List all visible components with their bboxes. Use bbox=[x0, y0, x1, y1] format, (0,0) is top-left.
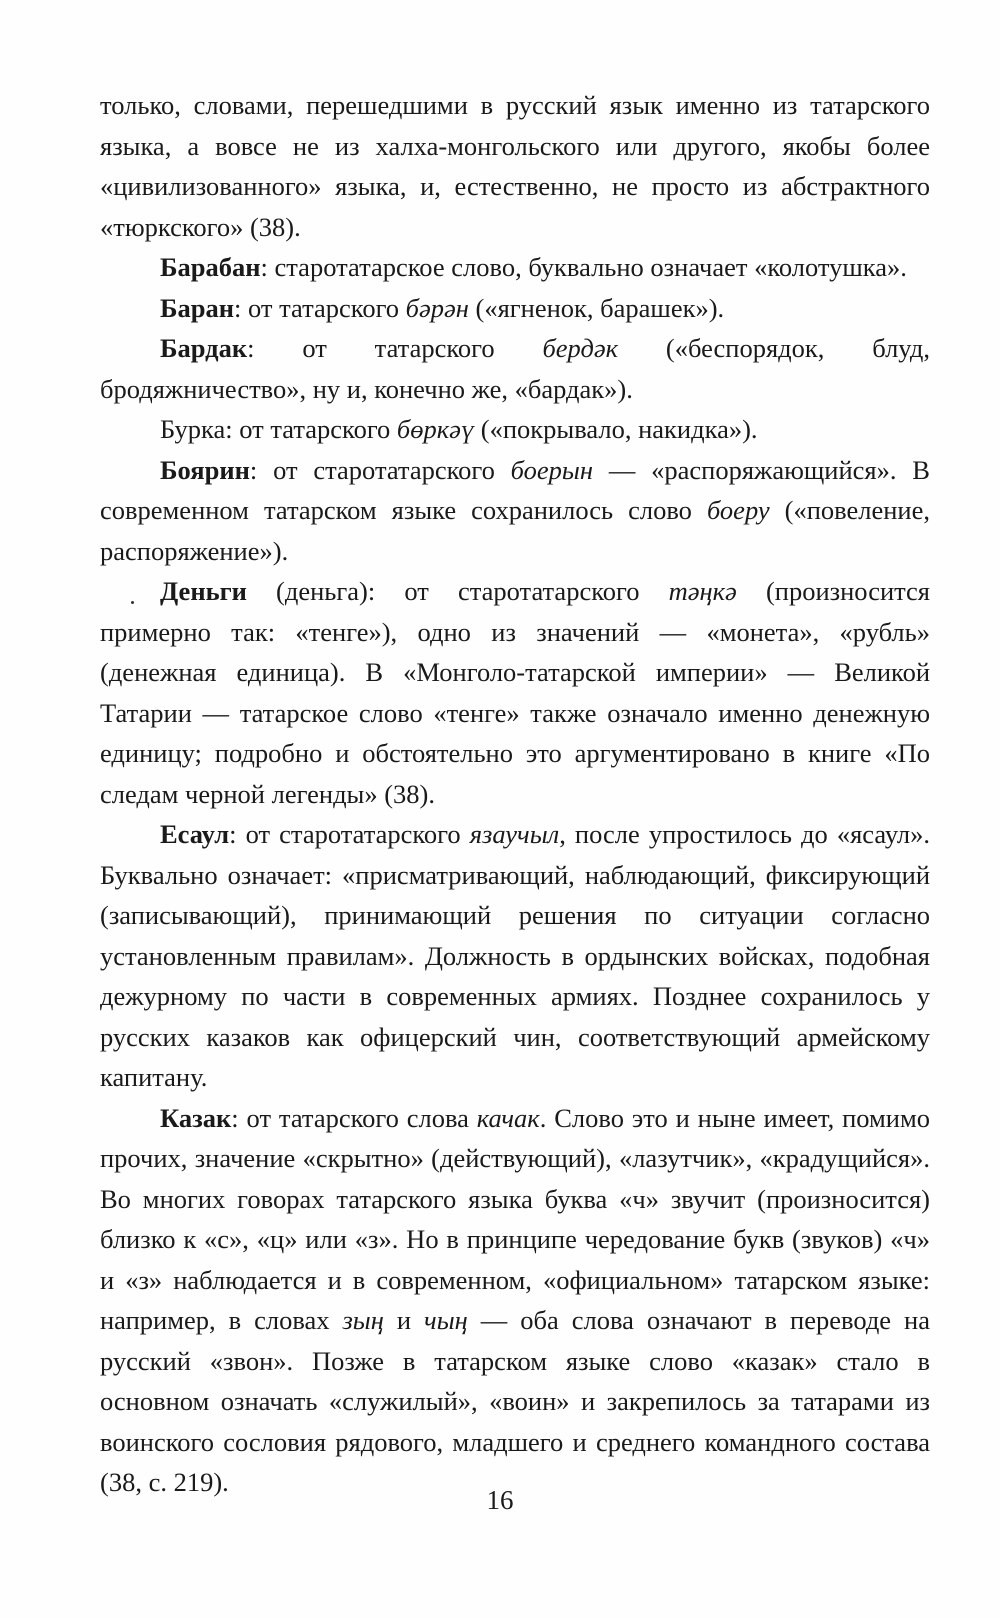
run: только, словами, перешедшими в русский язык именно из татарского языка, а вовсе не из халха-монгольского или другого, якобы более «цивилизованного» языка, и, естественно, не просто из абстрактного «тюркского» (38). bbox=[100, 90, 930, 242]
tatar-word: бәрән bbox=[405, 292, 469, 323]
run: , после упростилось до «ясаул». Буквально означает: «присматривающий, наблюдающий, фиксирующий (записывающий), принимающий решения по ситуации согласно установленным правилам». Должность в ордынских войсках, подобная дежурному по части в современных армиях. Позднее сохранилось у русских казаков как офицерский чин, соответствующий армейскому капитану. bbox=[100, 819, 930, 1092]
run: и bbox=[383, 1305, 425, 1335]
run: — «распоряжающийся». В современном татарском языке сохранилось слово bbox=[100, 454, 930, 525]
entry-headword: Бардак bbox=[160, 333, 248, 363]
tatar-word: язаучыл bbox=[469, 819, 560, 849]
tatar-word: боерын bbox=[510, 454, 593, 485]
tatar-word: бердәк bbox=[542, 333, 619, 363]
run: : старотатарское слово, буквально означает «колотушка». bbox=[260, 252, 907, 282]
run: : от татарского слова bbox=[231, 1102, 477, 1133]
tatar-word: чың bbox=[424, 1305, 468, 1335]
run: (произносится примерно так: «тенге»), одно из значений — «монета», «рубль» (денежная единица). В «Монголо-татарской империи» — Великой Татарии — татарское слово «тенге» также означало именно денежную единицу; подробно и обстоятельно это аргументировано в книге «По следам черной легенды» (38). bbox=[100, 576, 930, 809]
page-number: 16 bbox=[486, 1485, 514, 1515]
run: («ягненок, барашек»). bbox=[468, 292, 725, 323]
tatar-word: тәңкә bbox=[668, 576, 737, 606]
run: : от татарского bbox=[247, 333, 543, 363]
entry-headword: Барабан bbox=[160, 252, 261, 282]
run: («беспорядок, блуд, бродяжничество», ну и, конечно же, «бардак»). bbox=[100, 333, 930, 404]
run: («повеление, распоряжение»). bbox=[100, 495, 930, 566]
run: Бурка: от татарского bbox=[160, 414, 397, 444]
entry-headword: Казак bbox=[160, 1102, 232, 1133]
entry-baraban bbox=[100, 247, 930, 288]
run: — оба слова означают в переводе на русский «звон». Позже в татарском языке слово «казак» стало в основном означать «служилый», «воин» и закрепилось за татарами из воинского сословия рядового, младшего и среднего командного состава (38, с. 219). bbox=[100, 1305, 930, 1497]
tatar-word: качак bbox=[476, 1102, 540, 1133]
entry-bardak bbox=[100, 328, 930, 409]
entry-headword: Боярин bbox=[160, 454, 250, 485]
tatar-word: зың bbox=[342, 1305, 384, 1335]
entry-kazak bbox=[100, 1098, 930, 1503]
entry-baran bbox=[100, 288, 930, 329]
run: . Слово это и ныне имеет, помимо прочих, значение «скрытно» (действующий), «лазутчик», «крадущийся». Во многих говорах татарского языка буква «ч» звучит (произносится) близко к «с», «ц» или «з». Но в принципе чередование букв (звуков) «ч» и «з» наблюдается и в современном, «официальном» татарском языке: например, в словах bbox=[100, 1102, 930, 1335]
tatar-word: боеру bbox=[706, 495, 770, 525]
run: : от старотатарского bbox=[249, 454, 511, 485]
entry-esaul bbox=[100, 814, 930, 1098]
scan-speck bbox=[131, 601, 134, 604]
entry-boyarin bbox=[100, 450, 930, 572]
entry-burka bbox=[100, 409, 930, 450]
tatar-word: бөркәү bbox=[396, 414, 475, 444]
run: : от татарского bbox=[234, 292, 406, 323]
entry-headword: Баран bbox=[160, 292, 235, 323]
run: : от старотатарского bbox=[229, 819, 470, 849]
entry-headword: Есаул bbox=[160, 819, 230, 849]
paragraph-intro bbox=[100, 85, 930, 247]
run: (деньга): от старотатарского bbox=[246, 576, 669, 606]
entry-headword: Деньги bbox=[160, 576, 247, 606]
run: («покрывало, накидка»). bbox=[474, 414, 758, 444]
entry-dengi bbox=[100, 571, 930, 814]
page-text bbox=[100, 85, 930, 1503]
